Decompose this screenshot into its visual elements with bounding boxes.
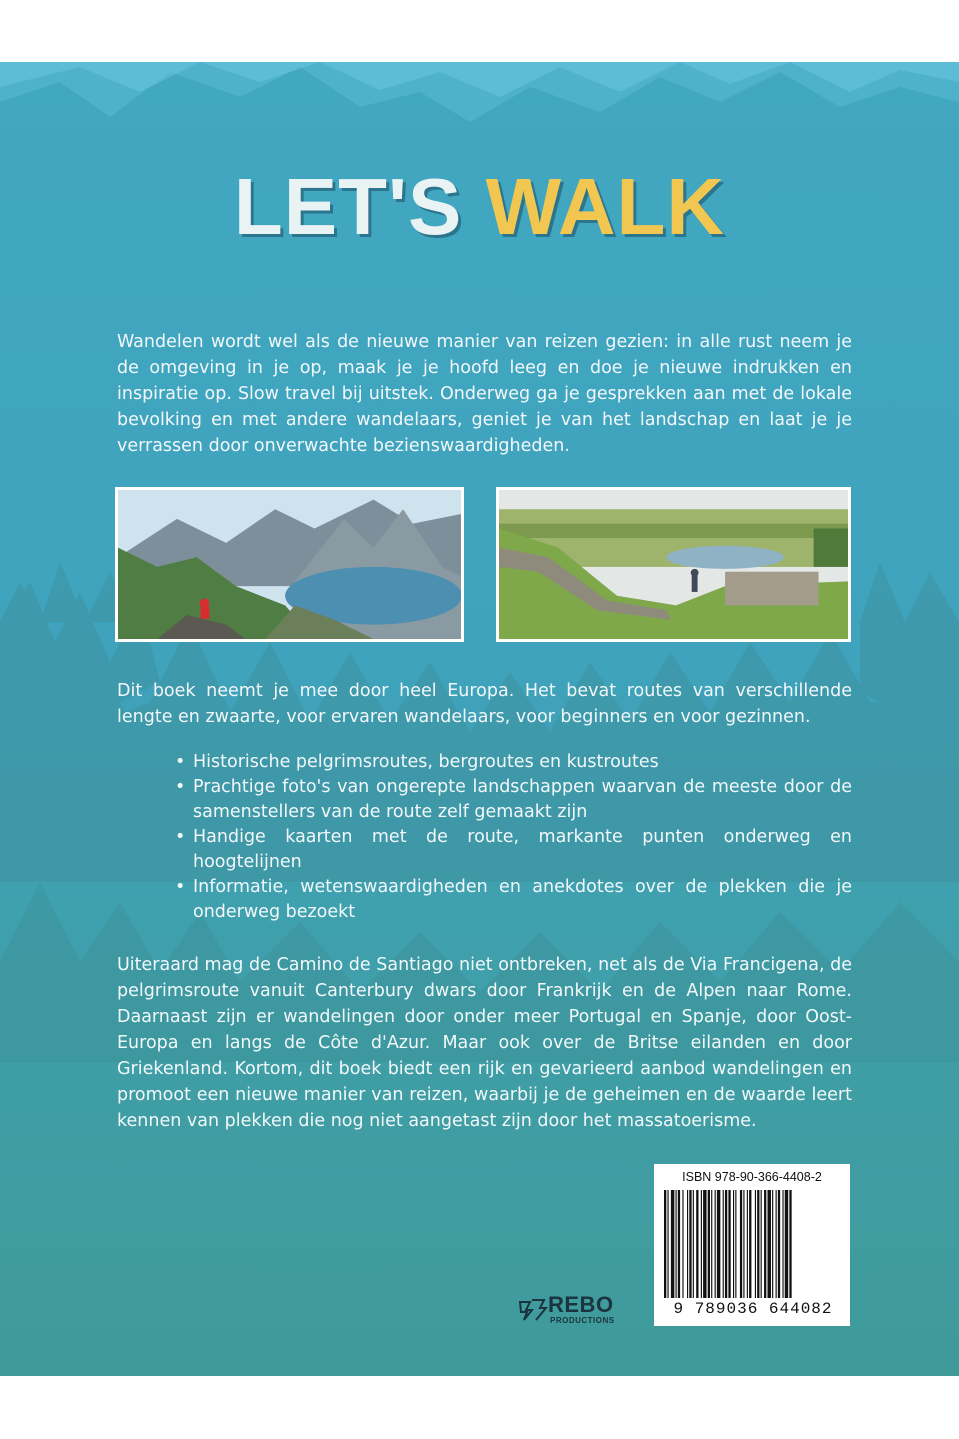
- photo-norway-fjord: [115, 487, 464, 642]
- photo-hadrians-wall: [496, 487, 851, 642]
- list-item: • Prachtige foto's van ongerepte landschappen waarvan de meeste door de samenstellers van de route zelf gemaakt zijn: [175, 775, 852, 825]
- list-item: • Historische pelgrimsroutes, bergroutes en kustroutes: [175, 750, 852, 775]
- barcode-bar: [778, 1190, 780, 1298]
- isbn-number: ISBN 978-90-366-4408-2: [682, 1170, 822, 1184]
- barcode-bar: [789, 1190, 791, 1298]
- intro-paragraph: Wandelen wordt wel als de nieuwe manier van reizen gezien: in alle rust neem je de omgeving in je op, maak je je hoofd leeg en doe je nieuwe indrukken en inspiratie op. Slow travel bij uitstek. Onderweg ga je gesprekken aan met de lokale bevolking en met andere wandelaars, geniet je van het landschap en laat je je verrassen door onverwachte bezienswaardigheden.: [117, 332, 852, 456]
- publisher-subtitle: PRODUCTIONS: [550, 1316, 615, 1325]
- barcode-bar: [747, 1190, 748, 1298]
- barcode-bar: [693, 1190, 694, 1298]
- barcode-bar: [764, 1190, 766, 1298]
- rebo-logo-icon: [516, 1296, 548, 1324]
- barcode-bar: [687, 1190, 688, 1298]
- publisher-logo-block: [516, 1292, 641, 1330]
- list-item: • Informatie, wetenswaardigheden en anekdotes over de plekken die je onderweg bezoekt: [175, 875, 852, 925]
- title-walk: WALK: [485, 162, 726, 251]
- barcode-bar: [733, 1190, 734, 1298]
- barcode-bar: [676, 1190, 677, 1298]
- barcode-bar: [701, 1190, 702, 1298]
- barcode-bar: [689, 1190, 691, 1298]
- barcode-bar: [696, 1190, 698, 1298]
- barcode-bar: [782, 1190, 783, 1298]
- book-title: [0, 162, 959, 252]
- barcode-bar: [725, 1190, 727, 1298]
- isbn-barcode: [654, 1164, 850, 1326]
- barcode-bar: [703, 1190, 706, 1298]
- barcode-bar: [749, 1190, 751, 1298]
- barcode-bar: [785, 1190, 788, 1298]
- barcode-bar: [715, 1190, 716, 1298]
- barcode-bar: [768, 1190, 771, 1298]
- barcode-bar: [772, 1190, 773, 1298]
- title-lets: LET'S: [233, 162, 463, 251]
- publisher-name: REBO: [548, 1292, 614, 1317]
- barcode-bar: [755, 1190, 756, 1298]
- barcode-digits: 9 789036 644082: [673, 1300, 833, 1318]
- barcode-bar: [761, 1190, 762, 1298]
- barcode-bar: [743, 1190, 744, 1298]
- barcode-bar: [728, 1190, 730, 1298]
- barcode-bar: [740, 1190, 742, 1298]
- outro-paragraph: Uiteraard mag de Camino de Santiago niet ontbreken, net als de Via Francigena, de pelgrimsroute vanuit Canterbury dwars door Frankrijk en de Alpen naar Rome. Daarnaast zijn er wandelingen door onder meer Portugal en Spanje, door Oost-Europa en langs de Côte d'Azur. Maar ook over de Britse eilanden en door Griekenland. Kortom, dit boek biedt een rijk en gevarieerd aanbod wandelingen en promoot een nieuwe manier van reizen, waarbij je de geheimen en de waarde leert kennen van plekken die nog niet aangetast zijn door het massatoerisme.: [117, 955, 852, 1131]
- list-item: • Handige kaarten met de route, markante punten onderweg en hoogtelijnen: [175, 825, 852, 875]
- barcode-bar: [708, 1190, 710, 1298]
- barcode-bar: [671, 1190, 674, 1298]
- barcode-bar: [776, 1190, 777, 1298]
- barcode-bar: [711, 1190, 712, 1298]
- feature-list: [175, 750, 852, 925]
- barcode-bar: [667, 1190, 668, 1298]
- barcode-bar: [682, 1190, 683, 1298]
- back-cover: [0, 62, 959, 1376]
- barcode-bar: [664, 1190, 666, 1298]
- barcode-bar: [757, 1190, 759, 1298]
- barcode-bar: [717, 1190, 720, 1298]
- barcode-bars: [664, 1190, 840, 1298]
- barcode-bar: [678, 1190, 680, 1298]
- barcode-bar: [723, 1190, 724, 1298]
- mid-paragraph: Dit boek neemt je mee door heel Europa. Het bevat routes van verschillende lengte en zwaarte, voor ervaren wandelaars, voor beginners en voor gezinnen.: [117, 681, 852, 727]
- barcode-bar: [735, 1190, 736, 1298]
